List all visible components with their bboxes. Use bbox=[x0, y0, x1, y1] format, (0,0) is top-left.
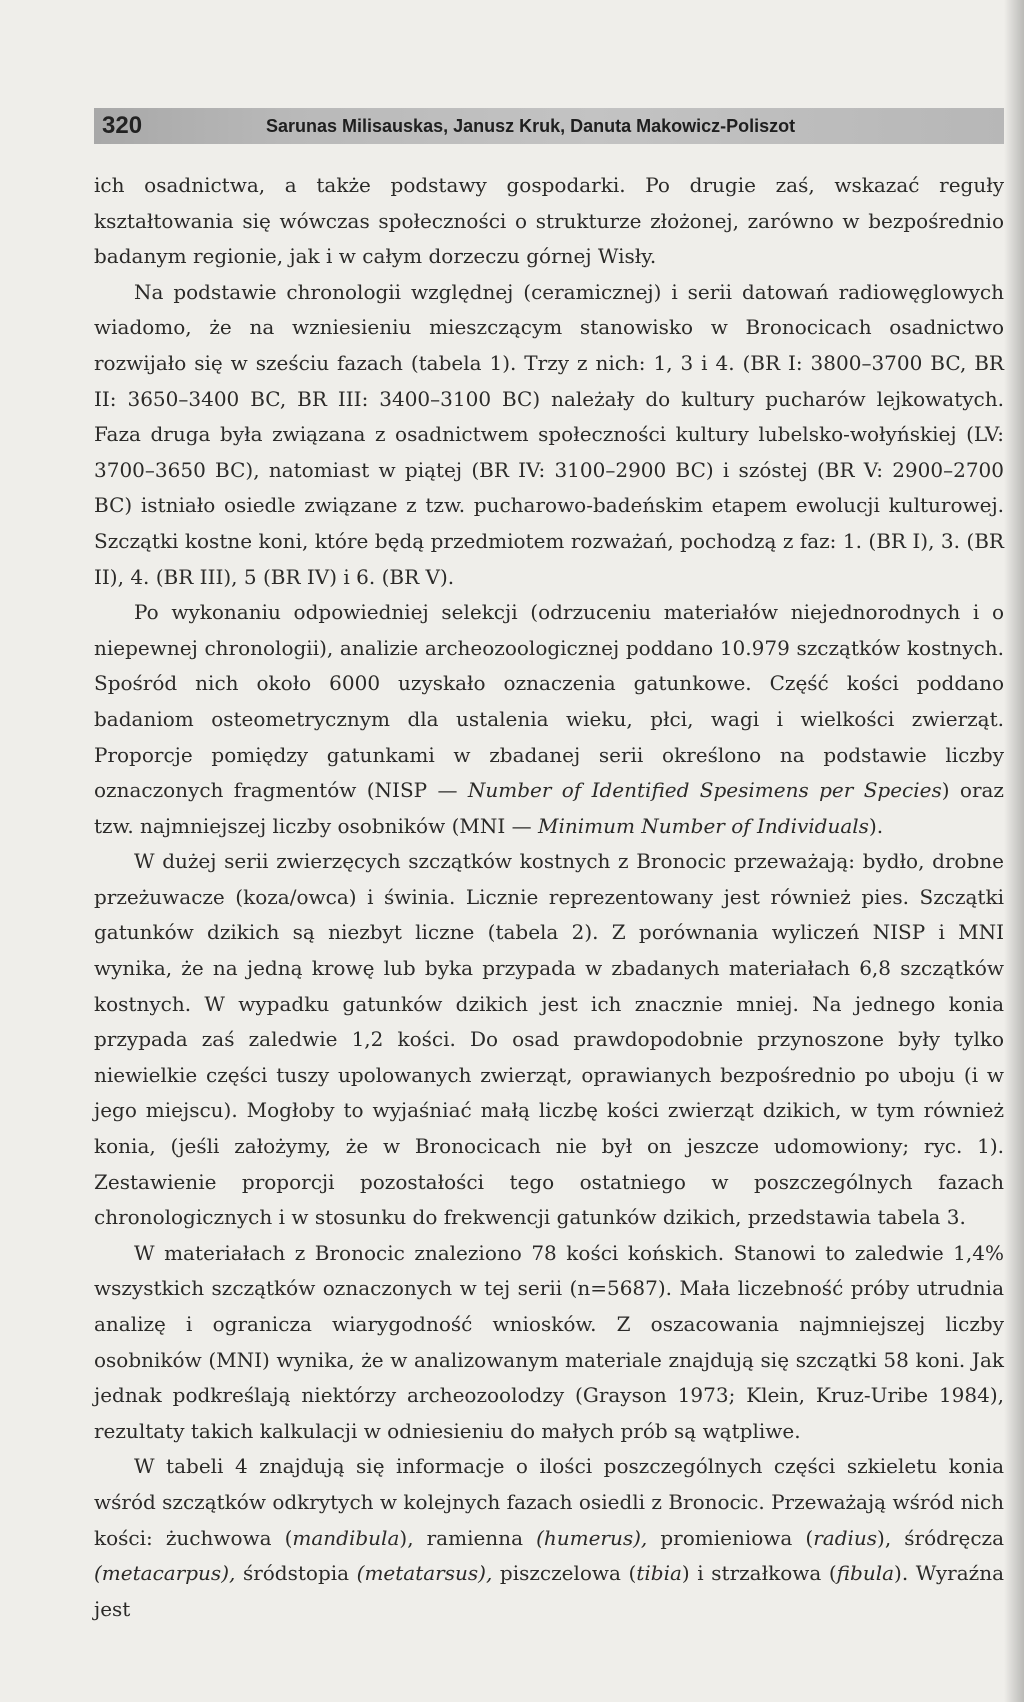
paragraph-3-text-1: Po wykonaniu odpowiedniej selekcji (odrzuceniu materiałów niejednorodnych i o niepewnej chronologii), analizie archeozoologicznej poddano 10.979 szczątków kostnych. Spośród nich około 6000 uzyskało oznaczenia gatunkowe. Część kości poddano badaniom osteometrycznym dla ustalenia wieku, płci, wagi i wielkości zwierząt. Proporcje pomiędzy gatunkami w zbadanej serii określono na podstawie liczby oznaczonych fragmentów (NISP — bbox=[94, 600, 1004, 803]
term-fibula: fibula bbox=[836, 1561, 895, 1586]
term-humerus: (humerus), bbox=[536, 1525, 648, 1550]
term-tibia: tibia bbox=[636, 1561, 682, 1586]
paragraph-6 bbox=[94, 1449, 1004, 1627]
nisp-definition: Number of Identified Spesimens per Species bbox=[467, 778, 942, 803]
running-head-authors: Sarunas Milisauskas, Janusz Kruk, Danuta Makowicz-Poliszot bbox=[266, 116, 796, 136]
page-edge-shadow bbox=[1004, 0, 1024, 1702]
paragraph-4: W dużej serii zwierzęcych szczątków kostnych z Bronocic przeważają: bydło, drobne przeżuwacze (koza/owca) i świnia. Licznie reprezentowany jest również pies. Szczątki gatunków dzikich są niezbyt liczne (tabela 2). Z porównania wyliczeń NISP i MNI wynika, że na jedną krowę lub byka przypada w zbadanych materiałach 6,8 szczątków kostnych. W wypadku gatunków dzikich jest ich znacznie mniej. Na jednego konia przypada zaś zaledwie 1,2 kości. Do osad prawdopodobnie przynoszone były tylko niewielkie części tuszy upolowanych zwierząt, oprawianych bezpośrednio po uboju (i w jego miejscu). Mogłoby to wyjaśniać małą liczbę kości zwierząt dzikich, w tym również konia, (jeśli założymy, że w Bronocicach nie był on jeszcze udomowiony; ryc. 1). Zestawienie proporcji pozostałości tego ostatniego w poszczególnych fazach chronologicznych i w stosunku do frekwencji gatunków dzikich, przedstawia tabela 3. bbox=[94, 849, 1004, 1230]
paragraph-6-text-2: ), ramienna bbox=[399, 1525, 537, 1550]
paragraph-3-text-2: ) oraz tzw. najmniejszej liczby osobników (MNI — bbox=[94, 778, 1004, 838]
paragraph-3 bbox=[94, 595, 1004, 844]
term-metatarsus: (metatarsus), bbox=[356, 1561, 493, 1586]
term-metacarpus: (metacarpus), bbox=[94, 1561, 236, 1586]
term-mandibula: mandibula bbox=[292, 1525, 400, 1550]
term-radius: radius bbox=[813, 1525, 878, 1550]
paragraph-6-text-5: śródstopia bbox=[235, 1561, 357, 1586]
page-number: 320 bbox=[102, 112, 143, 139]
paragraph-6-text-8: ). Wyraźna jest bbox=[94, 1561, 1004, 1621]
paragraph-2: Na podstawie chronologii względnej (ceramicznej) i serii datowań radiowęglowych wiadomo, że na wzniesieniu mieszczącym stanowisko w Bronocicach osadnictwo rozwijało się w sześciu fazach (tabela 1). Trzy z nich: 1, 3 i 4. (BR I: 3800–3700 BC, BR II: 3650–3400 BC, BR III: 3400–3100 BC) należały do kultury pucharów lejkowatych. Faza druga była związana z osadnictwem społeczności kultury lubelsko-wołyńskiej (LV: 3700–3650 BC), natomiast w piątej (BR IV: 3100–2900 BC) i szóstej (BR V: 2900–2700 BC) istniało osiedle związane z tzw. pucharowo-badeńskim etapem ewolucji kulturowej. Szczątki kostne koni, które będą przedmiotem rozważań, pochodzą z faz: 1. (BR I), 3. (BR II), 4. (BR III), 5 (BR IV) i 6. (BR V). bbox=[94, 279, 1004, 589]
paragraph-6-text-3: promieniowa ( bbox=[647, 1525, 814, 1550]
paragraph-6-text-1: W tabeli 4 znajdują się informacje o ilości poszczególnych części szkieletu konia wśród szczątków odkrytych w kolejnych fazach osiedli z Bronocic. Przeważają wśród nich kości: żuchwowa ( bbox=[94, 1454, 1004, 1550]
running-header bbox=[94, 108, 1004, 144]
paragraph-6-text-4: ), śródręcza bbox=[877, 1525, 1004, 1550]
paragraph-6-text-7: ) i strzałkowa ( bbox=[681, 1561, 837, 1586]
paragraph-5: W materiałach z Bronocic znaleziono 78 kości końskich. Stanowi to zaledwie 1,4% wszystkich szczątków oznaczonych w tej serii (n=5687). Mała liczebność próby utrudnia analizę i ogranicza wiarygodność wniosków. Z oszacowania najmniejszej liczby osobników (MNI) wynika, że w analizowanym materiale znajdują się szczątki 58 koni. Jak jednak podkreślają niektórzy archeozoolodzy (Grayson 1973; Klein, Kruz-Uribe 1984), rezultaty takich kalkulacji w odniesieniu do małych prób są wątpliwe. bbox=[94, 1240, 1004, 1443]
paragraph-1: ich osadnictwa, a także podstawy gospodarki. Po drugie zaś, wskazać reguły kształtowania się wówczas społeczności o strukturze złożonej, zarówno w bezpośrednio badanym regionie, jak i w całym dorzeczu górnej Wisły. bbox=[94, 173, 1004, 269]
paragraph-3-text-3: ). bbox=[868, 813, 884, 838]
body-text bbox=[94, 168, 1004, 1627]
paragraph-6-text-6: piszczelowa ( bbox=[492, 1561, 637, 1586]
mni-definition: Minimum Number of Individuals bbox=[537, 813, 869, 838]
